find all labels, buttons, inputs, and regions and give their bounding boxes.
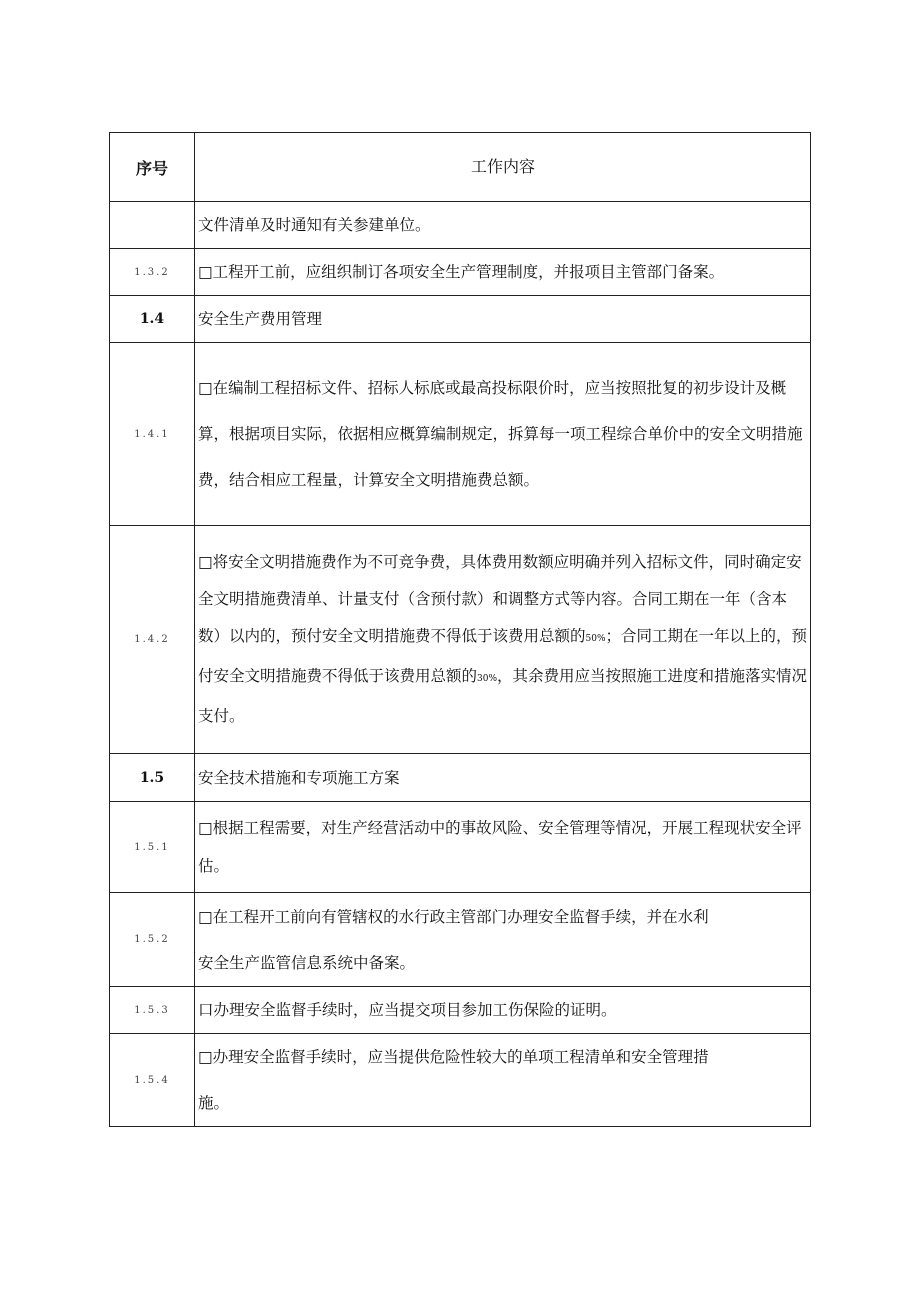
seq-header: 序号	[110, 133, 195, 202]
row-content: □在编制工程招标文件、招标人标底或最高投标限价时，应当按照批复的初步设计及概算，根据项目实际，依据相应概算编制规定，拆算每一项工程综合单价中的安全文明措施费，结合相应工程量，计算安全文明措施费总额。	[195, 343, 811, 526]
row-line: □在工程开工前向有管辖权的水行政主管部门办理安全监督手续，并在水利	[198, 907, 709, 926]
table-row	[110, 1034, 811, 1127]
row-content: □工程开工前，应组织制订各项安全生产管理制度，并报项目主管部门备案。	[195, 249, 811, 296]
row-text-part: ，其余费用应当按照施工进度和措施落实情况支付。	[198, 667, 808, 725]
table-row	[110, 802, 811, 893]
table-header-row	[110, 133, 811, 202]
row-line: 安全生产监管信息系统中备案。	[198, 953, 416, 972]
table-row	[110, 893, 811, 987]
section-row	[110, 754, 811, 802]
section-title: 安全技术措施和专项施工方案	[195, 754, 811, 802]
row-content	[195, 893, 811, 987]
row-line: 施。	[198, 1094, 230, 1112]
row-content	[195, 526, 811, 754]
section-number: 1.4	[110, 296, 195, 343]
section-row	[110, 296, 811, 343]
content-header: 工作内容	[195, 133, 811, 202]
percent-value: 30%	[477, 674, 498, 684]
row-line: □办理安全监督手续时，应当提供危险性较大的单项工程清单和安全管理措	[198, 1048, 709, 1066]
row-text-part: □将安全文明措施费作为不可竞争费，具体费用数额应明确并列入招标文件，同时确定安全文明措施费清单、计量支付（含预付款）和调整方式等内容。合同工期在一年（含本数）以内的，预付安全文明措施费不得低于该费用总额的	[198, 553, 802, 645]
table-row	[110, 526, 811, 754]
work-content-table	[109, 132, 811, 1127]
row-number: 1.5.3	[110, 987, 195, 1034]
row-number: 1.5.2	[110, 893, 195, 987]
table-row	[110, 202, 811, 249]
row-number: 1.4.1	[110, 343, 195, 526]
table-row	[110, 249, 811, 296]
row-number: 1.3.2	[110, 249, 195, 296]
row-number: 1.5.4	[110, 1034, 195, 1127]
section-title: 安全生产费用管理	[195, 296, 811, 343]
table-row	[110, 343, 811, 526]
row-content: □根据工程需要，对生产经营活动中的事故风险、安全管理等情况，开展工程现状安全评估。	[195, 802, 811, 893]
section-number: 1.5	[110, 754, 195, 802]
row-number: 1.5.1	[110, 802, 195, 893]
row-text-part: ；合同工期在一年以上的，预付安全文明措施费不得低于该费用总额的	[198, 627, 808, 685]
row-number	[110, 202, 195, 249]
row-number: 1.4.2	[110, 526, 195, 754]
row-content: 口办理安全监督手续时，应当提交项目参加工伤保险的证明。	[195, 987, 811, 1034]
percent-value: 50%	[585, 634, 606, 644]
table-row	[110, 987, 811, 1034]
row-content: 文件清单及时通知有关参建单位。	[195, 202, 811, 249]
row-content	[195, 1034, 811, 1127]
